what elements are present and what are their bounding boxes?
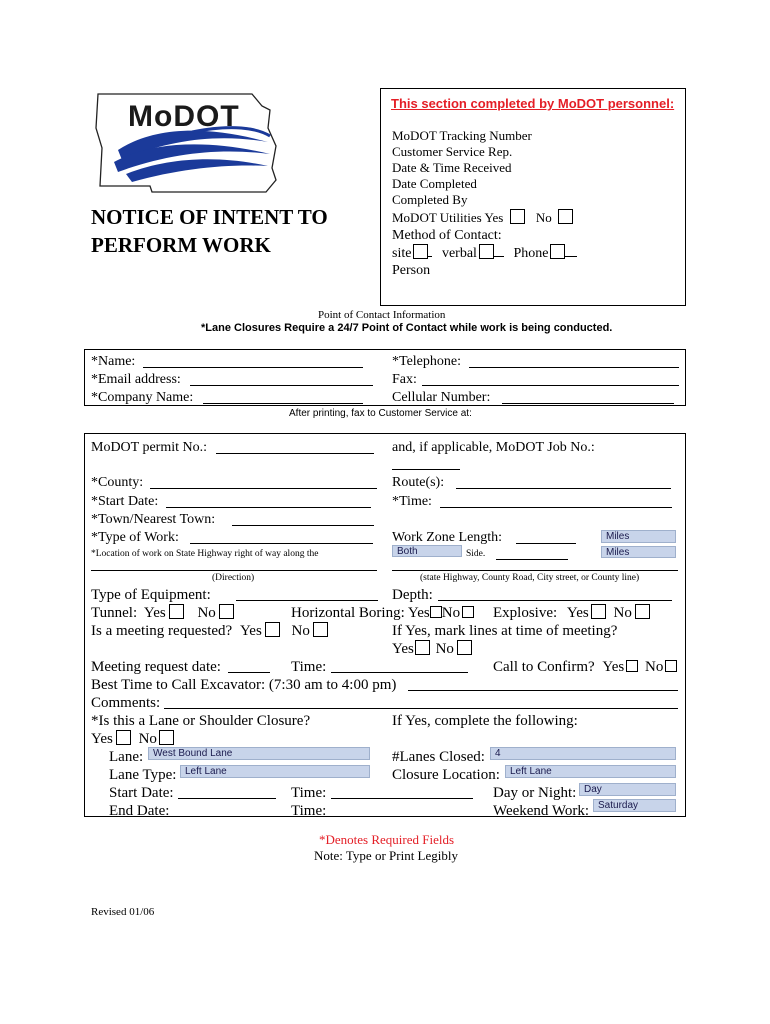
routes-label: Route(s): xyxy=(392,475,445,490)
side-value-field[interactable]: Both xyxy=(392,545,462,557)
closure-end-date-label: End Date: xyxy=(109,803,170,819)
equipment-label: Type of Equipment: xyxy=(91,587,211,603)
tunnel-yes-checkbox[interactable] xyxy=(169,604,184,619)
lanes-closed-field[interactable]: 4 xyxy=(490,747,676,760)
routes-field[interactable] xyxy=(456,488,671,489)
telephone-field[interactable] xyxy=(469,367,679,368)
confirm-no-checkbox[interactable] xyxy=(665,660,677,672)
closure-yes-checkbox[interactable] xyxy=(116,730,131,745)
explosive-no-label: No xyxy=(613,605,632,621)
type-of-work-label: *Type of Work: xyxy=(91,530,179,545)
boring-no-label: No xyxy=(441,605,461,621)
company-name-field[interactable] xyxy=(203,403,363,404)
contact-phone-label: Phone xyxy=(513,246,549,261)
closure-start-time-label: Time: xyxy=(291,785,327,801)
logo-text: MoDOT xyxy=(128,100,240,133)
if-yes-complete-label: If Yes, complete the following: xyxy=(392,713,578,729)
depth-field[interactable] xyxy=(438,600,672,601)
best-time-range: (7:30 am to 4:00 pm) xyxy=(268,677,397,693)
county-label: *County: xyxy=(91,475,144,490)
boring-yes-label: Horizontal Boring: Yes xyxy=(291,605,430,621)
explosive-yes-checkbox[interactable] xyxy=(591,604,606,619)
location-label: *Location of work on State Highway right of way along the xyxy=(91,549,319,559)
town-field[interactable] xyxy=(232,525,374,526)
best-time-field[interactable] xyxy=(408,690,678,691)
work-zone-length-field[interactable] xyxy=(516,543,576,544)
modot-logo xyxy=(92,88,282,198)
fax-label: Fax: xyxy=(392,372,417,387)
closure-end-time-label: Time: xyxy=(291,803,327,819)
confirm-yes-label: Yes xyxy=(602,659,625,675)
lane-type-field[interactable]: Left Lane xyxy=(180,765,370,778)
meeting-date-field[interactable] xyxy=(228,672,270,673)
confirm-yes-checkbox[interactable] xyxy=(626,660,638,672)
meeting-yes-label: Yes xyxy=(239,623,262,639)
weekend-work-label: Weekend Work: xyxy=(493,803,590,819)
meeting-no-checkbox[interactable] xyxy=(313,622,328,637)
mark-lines-no-checkbox[interactable] xyxy=(457,640,472,655)
name-label: *Name: xyxy=(91,354,136,369)
utilities-no-checkbox[interactable] xyxy=(558,209,573,224)
meeting-date-label: Meeting request date: xyxy=(91,659,221,675)
boring-no-checkbox[interactable] xyxy=(462,606,474,618)
closure-start-date-label: Start Date: xyxy=(109,785,174,801)
permit-no-field[interactable] xyxy=(216,453,374,454)
start-time-field[interactable] xyxy=(440,507,672,508)
contact-site-checkbox[interactable] xyxy=(413,244,428,259)
email-field[interactable] xyxy=(190,385,373,386)
contact-person-label: Person xyxy=(392,263,431,278)
lane-label: Lane: xyxy=(109,749,144,765)
closure-yes-label: Yes xyxy=(91,731,113,747)
telephone-label: *Telephone: xyxy=(392,354,461,369)
town-label: *Town/Nearest Town: xyxy=(91,512,216,527)
date-completed-label: Date Completed xyxy=(392,176,477,191)
start-time-label: *Time: xyxy=(392,494,432,509)
day-night-field[interactable]: Day xyxy=(579,783,676,796)
closure-location-field[interactable]: Left Lane xyxy=(505,765,676,778)
lanes-closed-label: #Lanes Closed: xyxy=(392,749,485,765)
equipment-field[interactable] xyxy=(236,600,378,601)
name-field[interactable] xyxy=(143,367,363,368)
explosive-yes-label: Yes xyxy=(566,605,589,621)
lane-type-label: Lane Type: xyxy=(109,767,177,783)
meeting-yes-checkbox[interactable] xyxy=(265,622,280,637)
depth-label: Depth: xyxy=(392,587,433,603)
fax-instruction: After printing, fax to Customer Service at: xyxy=(289,408,472,419)
start-date-field[interactable] xyxy=(166,507,371,508)
contact-phone-checkbox[interactable] xyxy=(550,244,565,259)
closure-end-date-field[interactable] xyxy=(175,816,272,817)
completed-by-label: Completed By xyxy=(392,192,468,207)
revision-date: Revised 01/06 xyxy=(91,906,155,918)
explosive-label: Explosive: xyxy=(493,605,558,621)
type-legibly-note: Note: Type or Print Legibly xyxy=(314,848,458,863)
utilities-yes-checkbox[interactable] xyxy=(510,209,525,224)
tracking-number-label: MoDOT Tracking Number xyxy=(392,128,532,143)
type-of-work-field[interactable] xyxy=(190,543,373,544)
contact-verbal-label: verbal xyxy=(441,246,477,261)
required-fields-note: *Denotes Required Fields xyxy=(319,832,455,847)
closure-no-label: No xyxy=(138,731,157,747)
comments-label: Comments: xyxy=(91,695,161,711)
permit-no-label: MoDOT permit No.: xyxy=(91,440,208,455)
mark-lines-label: If Yes, mark lines at time of meeting? xyxy=(392,623,618,639)
explosive-no-checkbox[interactable] xyxy=(635,604,650,619)
cellular-number-label: Cellular Number: xyxy=(392,390,491,405)
email-label: *Email address: xyxy=(91,372,181,387)
meeting-no-label: No xyxy=(291,623,310,639)
start-date-label: *Start Date: xyxy=(91,494,159,509)
meeting-request-label: Is a meeting requested? xyxy=(91,623,233,639)
company-name-label: *Company Name: xyxy=(91,390,194,405)
mark-lines-yes-label: Yes xyxy=(392,641,414,657)
cellular-number-field[interactable] xyxy=(502,403,674,404)
fax-field[interactable] xyxy=(422,385,679,386)
tunnel-no-label: No xyxy=(197,605,216,621)
closure-location-label: Closure Location: xyxy=(392,767,500,783)
work-zone-length-label: Work Zone Length: xyxy=(392,530,503,545)
meeting-time-field[interactable] xyxy=(331,672,468,673)
customer-service-rep-label: Customer Service Rep. xyxy=(392,144,513,159)
contact-verbal-checkbox[interactable] xyxy=(479,244,494,259)
form-title-line-1: NOTICE OF INTENT TO xyxy=(91,205,328,229)
lane-closure-question: *Is this a Lane or Shoulder Closure? xyxy=(91,713,311,729)
road-type-field[interactable] xyxy=(392,570,678,571)
call-to-confirm-label: Call to Confirm? xyxy=(493,659,595,675)
office-section-header: This section completed by MoDOT personnel: xyxy=(391,96,675,111)
tunnel-label: Tunnel: xyxy=(91,605,138,621)
side-extra-field[interactable] xyxy=(496,559,568,560)
job-no-label: and, if applicable, MoDOT Job No.: xyxy=(392,440,595,455)
contact-site-label: site xyxy=(392,246,412,261)
tunnel-no-checkbox[interactable] xyxy=(219,604,234,619)
closure-start-time-field[interactable] xyxy=(331,798,473,799)
weekend-work-field[interactable]: Saturday xyxy=(593,799,676,812)
side-label: Side. xyxy=(466,549,486,559)
mark-lines-yes-checkbox[interactable] xyxy=(415,640,430,655)
direction-field[interactable] xyxy=(91,570,377,571)
closure-start-date-field[interactable] xyxy=(178,798,276,799)
job-no-field[interactable] xyxy=(392,469,460,470)
point-of-contact-heading: Point of Contact Information xyxy=(318,309,446,321)
boring-yes-checkbox[interactable] xyxy=(430,606,442,618)
closure-no-checkbox[interactable] xyxy=(159,730,174,745)
confirm-no-label: No xyxy=(644,659,664,675)
form-title-line-2: PERFORM WORK xyxy=(91,233,271,257)
closure-end-time-field[interactable] xyxy=(331,816,473,817)
utilities-no-label: No xyxy=(535,210,552,225)
day-night-label: Day or Night: xyxy=(493,785,577,801)
work-zone-units-field[interactable]: Miles xyxy=(601,530,676,543)
date-time-received-label: Date & Time Received xyxy=(392,160,512,175)
best-time-label: Best Time to Call Excavator: xyxy=(91,677,266,693)
tunnel-yes-label: Yes xyxy=(143,605,166,621)
lane-closure-contact-note: *Lane Closures Require a 24/7 Point of Contact while work is being conducted. xyxy=(201,322,613,334)
miles-value-field[interactable]: Miles xyxy=(601,546,676,558)
direction-caption: (Direction) xyxy=(212,573,255,583)
comments-field[interactable] xyxy=(164,708,678,709)
mark-lines-no-label: No xyxy=(435,641,454,657)
meeting-time-label: Time: xyxy=(291,659,327,675)
method-of-contact-label: Method of Contact: xyxy=(392,228,502,243)
lane-field[interactable]: West Bound Lane xyxy=(148,747,370,760)
county-field[interactable] xyxy=(150,488,377,489)
utilities-yes-label: MoDOT Utilities Yes xyxy=(392,210,504,225)
road-type-caption: (state Highway, County Road, City street, or County line) xyxy=(420,573,640,583)
